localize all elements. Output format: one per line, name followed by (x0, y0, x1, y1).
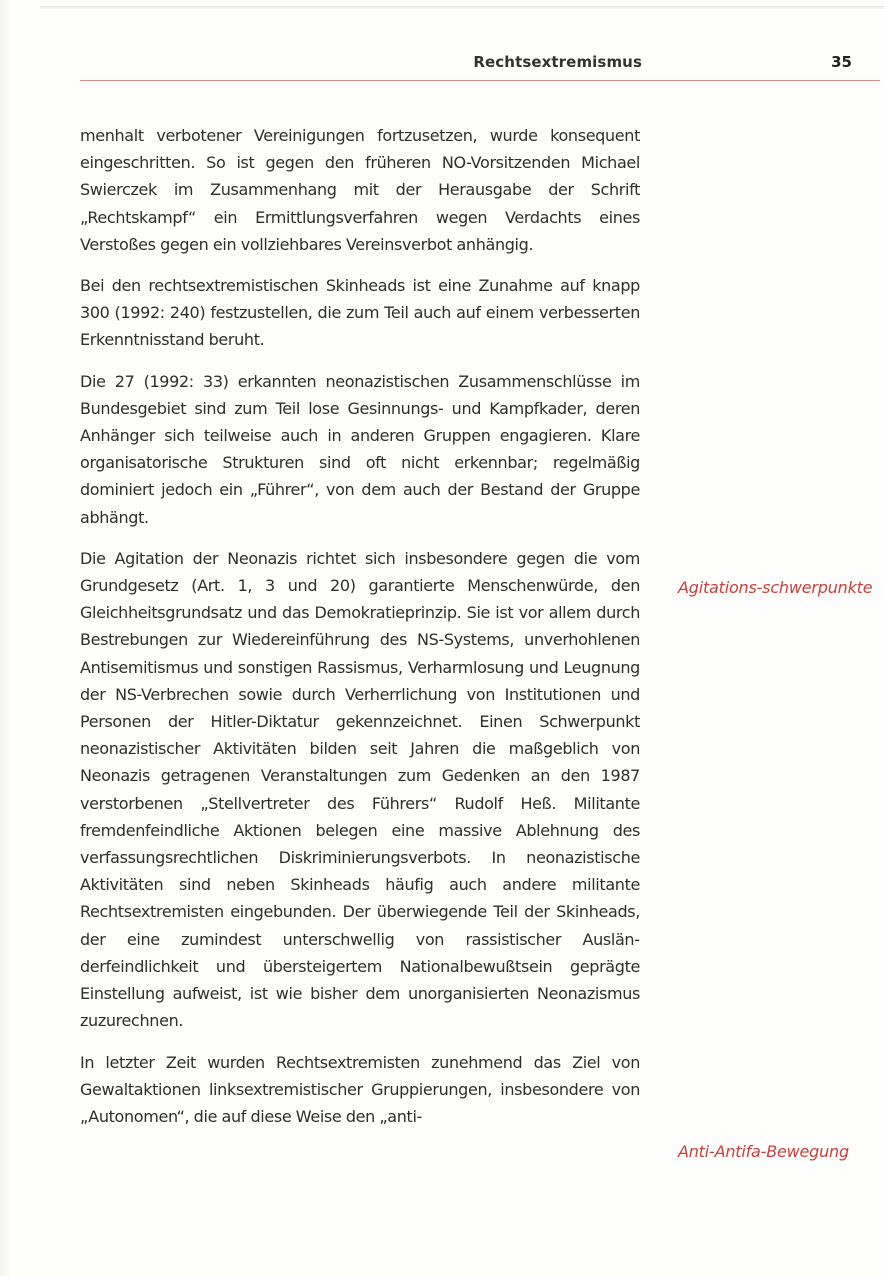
paragraph-4: Die Agitation der Neonazis richtet sich insbesondere gegen die vom Grundgesetz (Art. 1, 3 und 20) garantierte Menschenwürde, den Gleichheitsgrundsatz und das Demokratieprinzip. Sie ist vor allem durch Bestrebungen zur Wiedereinführung des NS-Systems, unverhohlenen Antisemitismus und sonstigen Rassismus, Verharmlosung und Leugnung der NS-Verbrechen sowie durch Verherrlichung von Institutionen und Personen der Hitler-Diktatur gekennzeichnet. Einen Schwerpunkt neonazistischer Aktivitäten bilden seit Jahren die maßgeblich von Neonazis getragenen Veranstaltungen zum Gedenken an den 1987 verstorbenen „Stellvertreter des Führers“ Rudolf Heß. Militante fremdenfeindliche Aktionen belegen eine massive Ablehnung des verfassungsrechtlichen Diskriminierungsverbots. In neonazistische Aktivitäten sind neben Skinheads häufig auch andere militante Rechtsextremisten eingebunden. Der überwiegende Teil der Skinheads, der eine zumindest unterschwellig von rassistischer Ausländerfeindlichkeit und übersteigertem Nationalbewußtsein geprägte Einstellung aufweist, ist wie bisher dem unorganisierten Neonazismus zuzurechnen. (80, 548, 640, 1031)
paragraph-2: Bei den rechtsextremistischen Skinheads ist eine Zunahme auf knapp 300 (1992: 240) festzustellen, die zum Teil auch auf einem verbesserten Erkenntnisstand beruht. (80, 276, 640, 350)
body-text (80, 122, 640, 1144)
paragraph-5: In letzter Zeit wurden Rechtsextremisten zunehmend das Ziel von Gewaltaktionen linksextremistischer Gruppierungen, insbesondere von „Autonomen“, die auf diese Weise den „anti- (80, 1052, 640, 1126)
paragraph-1: menhalt verbotener Vereinigungen fortzusetzen, wurde konsequent eingeschritten. So ist gegen den früheren NO-Vorsitzenden Michael Swierczek im Zusammenhang mit der Herausgabe der Schrift „Rechtskampf“ ein Ermittlungsverfahren wegen Verdachts eines Verstoßes gegen ein vollziehbares Vereinsverbot anhängig. (80, 126, 640, 254)
paragraph-3: Die 27 (1992: 33) erkannten neonazistischen Zusammenschlüsse im Bundesgebiet sind zum Teil lose Gesinnungs- und Kampfkader, deren Anhänger sich teilweise auch in anderen Gruppen engagieren. Klare organisatorische Strukturen sind oft nicht erkennbar; regelmäßig dominiert jedoch ein „Führer“, von dem auch der Bestand der Gruppe abhängt. (80, 371, 640, 527)
page-left-edge (0, 0, 10, 1276)
page-top-edge (40, 6, 884, 9)
margin-note-agitationsschwerpunkte: Agitations-schwerpunkte (678, 578, 873, 597)
header-rule (80, 80, 880, 81)
margin-note-anti-antifa: Anti-Antifa-Bewegung (678, 1142, 849, 1161)
running-header-title: Rechtsextremismus (473, 53, 642, 71)
page-number: 35 (831, 53, 852, 71)
